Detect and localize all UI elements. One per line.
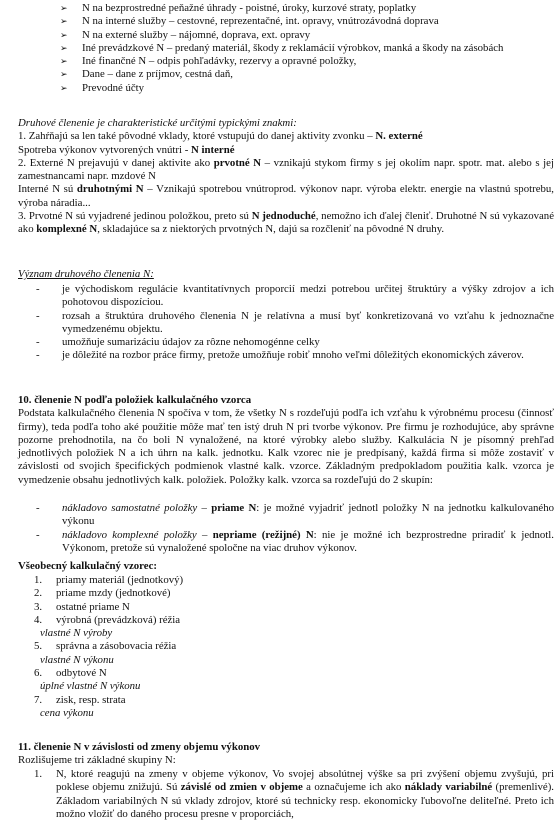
- formula-subtotal: cena výkonu: [40, 706, 94, 719]
- section-10-body: Podstata kalkulačného členenia N spočíva v tom, že všetky N s rozdeľujú podľa ich vzťahu k výrobnému procesu (činnosť firmy), teda podľa toho aké použitie môže mať ten istý druh N pri tvorbe výkonov. Pre firmu je rozhodujúce, aby správne pozorne prehodnotila, na čo boli N vynaložené, na ktoré výrobky alebo služby. Kalkulácia N je písomný prehľad jednotlivých položiek N a ich úhrn na kalk. jednotku. Kalk vzorec nie je predpísaný, každá firma si môže zostaviť v závislosti od svojich špecifických podmienok vlastné kalk. vzorce. Základným predpokladom použitia kalk. vzorca je vymedzenie obsahu jednotlivých kalk. položiek. Položky kalk. vzorca sa rozdeľujú do 2 skupín:: [18, 407, 554, 486]
- cost-type-item: [60, 42, 555, 55]
- druhove-paragraph-1b: Spotreba výkonov vytvorených vnútri - N interné: [18, 143, 235, 156]
- cost-type-item: [60, 15, 555, 28]
- cost-type-item: [60, 68, 555, 81]
- vyznam-item: - je dôležité na rozbor práce firmy, pretože umožňuje robiť mnoho veľmi dôležitých ekonomických záverov.: [36, 349, 524, 362]
- cost-type-text: N na externé služby – nájomné, doprava, ext. opravy: [82, 28, 311, 41]
- cost-types-list: [60, 2, 555, 95]
- cost-type-item: [60, 2, 555, 15]
- vyznam-item: - rozsah a štruktúra druhového členenia N je relatívna a musí byť konkretizovaná vo vzťahu k jednoznačne vymedzenému objektu.: [36, 309, 554, 335]
- section-11-heading: 11. členenie N v závislosti od zmeny objemu výkonov: [18, 741, 261, 753]
- arrow-bullet-icon: ➢: [60, 42, 68, 53]
- calc-group-indirect: - nákladovo komplexné položky – nepriame (režijné) N: nie je možné ich bezprostredne priradiť k jednotl. Výkonom, pretože sú vynaložené spoločne na viac druhov výkonov.: [36, 528, 555, 554]
- cost-type-item: [60, 29, 555, 42]
- druhove-heading: Druhové členenie je charakteristické určitými typickými znakmi:: [18, 117, 297, 129]
- cost-type-item: [60, 55, 555, 68]
- cost-type-item: [60, 82, 555, 95]
- formula-item: 2. priame mzdy (jednotkové): [34, 587, 171, 600]
- formula-item: 1. priamy materiál (jednotkový): [34, 574, 184, 586]
- druhove-section: [18, 117, 554, 237]
- formula-subtotal: úplné vlastné N výkonu: [40, 680, 141, 693]
- vyznam-item: - umožňuje sumarizáciu údajov za rôzne nehomogénne celky: [36, 336, 320, 349]
- vyznam-list: [36, 283, 554, 363]
- cost-type-text: N na interné služby – cestovné, reprezentačné, int. opravy, vnútrozávodná doprava: [82, 15, 439, 28]
- section-11: [18, 741, 554, 768]
- arrow-bullet-icon: ➢: [60, 69, 68, 80]
- cost-type-text: Iné prevádzkové N – predaný materiál, škody z reklamácií výrobkov, manká a škody na zásobách: [82, 41, 504, 54]
- arrow-bullet-icon: ➢: [60, 82, 68, 93]
- arrow-bullet-icon: ➢: [60, 56, 68, 67]
- formula-subtotal: vlastné N výroby: [40, 627, 113, 640]
- cost-type-text: Iné finančné N – odpis pohľadávky, rezervy a opravné položky,: [82, 55, 357, 68]
- formula-subtotal: vlastné N výkonu: [40, 653, 114, 666]
- calc-groups-list: [36, 502, 554, 555]
- section-11-item-1: 1. N, ktoré reagujú na zmeny v objeme výkonov, Vo svojej absolútnej výške sa pri zvýšení objemu zvyšujú, pri poklese objemu znižujú. Sú závislé od zmien v objeme a označujeme ich ako náklady variabilné (premenlivé). Základom variabilných N sú vklady zdrojov, ktoré sú technicky resp. ekonomicky ľubovoľne deliteľné. Preto ich možno vložiť do daného procesu presne v proporciách,: [34, 768, 555, 820]
- arrow-bullet-icon: ➢: [60, 3, 68, 13]
- formula-item: 4. výrobná (prevádzková) réžia: [34, 613, 181, 626]
- section-10: [18, 394, 554, 487]
- formula-item: 5. správna a zásobovacia réžia: [34, 640, 177, 653]
- section-11-list: [34, 768, 554, 821]
- formula-item: 3. ostatné priame N: [34, 600, 130, 613]
- druhove-paragraph-1: 1. Zahŕňajú sa len také pôvodné vklady, ktoré vstupujú do danej aktivity zvonku – N. externé: [18, 130, 423, 143]
- section-11-intro: Rozlišujeme tri základné skupiny N:: [18, 754, 176, 767]
- druhove-paragraph-2b: Interné N sú druhotnými N – Vznikajú spotrebou vnútroprod. výkonov napr. výroba elektr. energie na vlastnú spotrebu, výroba náradia...: [18, 183, 554, 209]
- section-10-heading: 10. členenie N podľa položiek kalkulačného vzorca: [18, 394, 252, 406]
- druhove-paragraph-3: 3. Prvotné N sú vyjadrené jedinou položkou, preto sú N jednoduché, nemožno ich ďalej členiť. Druhotné N sú vykazované ako komplexné N, skladajúce sa z niektorých prvotných N, dajú sa rozčleniť na pôvodné N druhy.: [18, 210, 555, 236]
- druhove-paragraph-2: 2. Externé N prejavujú v danej aktivite ako prvotné N – vznikajú stykom firmy s jej okolím napr. spotr. mat. alebo s jej zamestnancami napr. mzdové N: [18, 156, 554, 183]
- cost-type-text: Dane – dane z príjmov, cestná daň,: [82, 68, 233, 81]
- formula-list: [34, 574, 554, 720]
- vyznam-item: - je východiskom regulácie kvantitatívnych proporcií medzi potrebou určitej štruktúry a výšky zdrojov a ich pohotovou dispozíciou.: [36, 283, 554, 309]
- cost-type-text: Prevodné účty: [82, 81, 145, 94]
- calc-group-direct: - nákladovo samostatné položky – priame N: je možné vyjadriť jednotl položky N na jednotku kalkulovaného výkonu: [36, 502, 554, 528]
- vyznam-heading: Význam druhového členenia N:: [18, 268, 154, 280]
- formula-item: 6. odbytové N: [34, 667, 107, 680]
- cost-type-text: N na bezprostredné peňažné úhrady - poistné, úroky, kurzové straty, poplatky: [82, 2, 417, 14]
- arrow-bullet-icon: ➢: [60, 16, 68, 27]
- arrow-bullet-icon: ➢: [60, 29, 68, 40]
- formula-item: 7. zisk, resp. strata: [34, 693, 126, 706]
- formula-heading: Všeobecný kalkulačný vzorec:: [18, 560, 157, 572]
